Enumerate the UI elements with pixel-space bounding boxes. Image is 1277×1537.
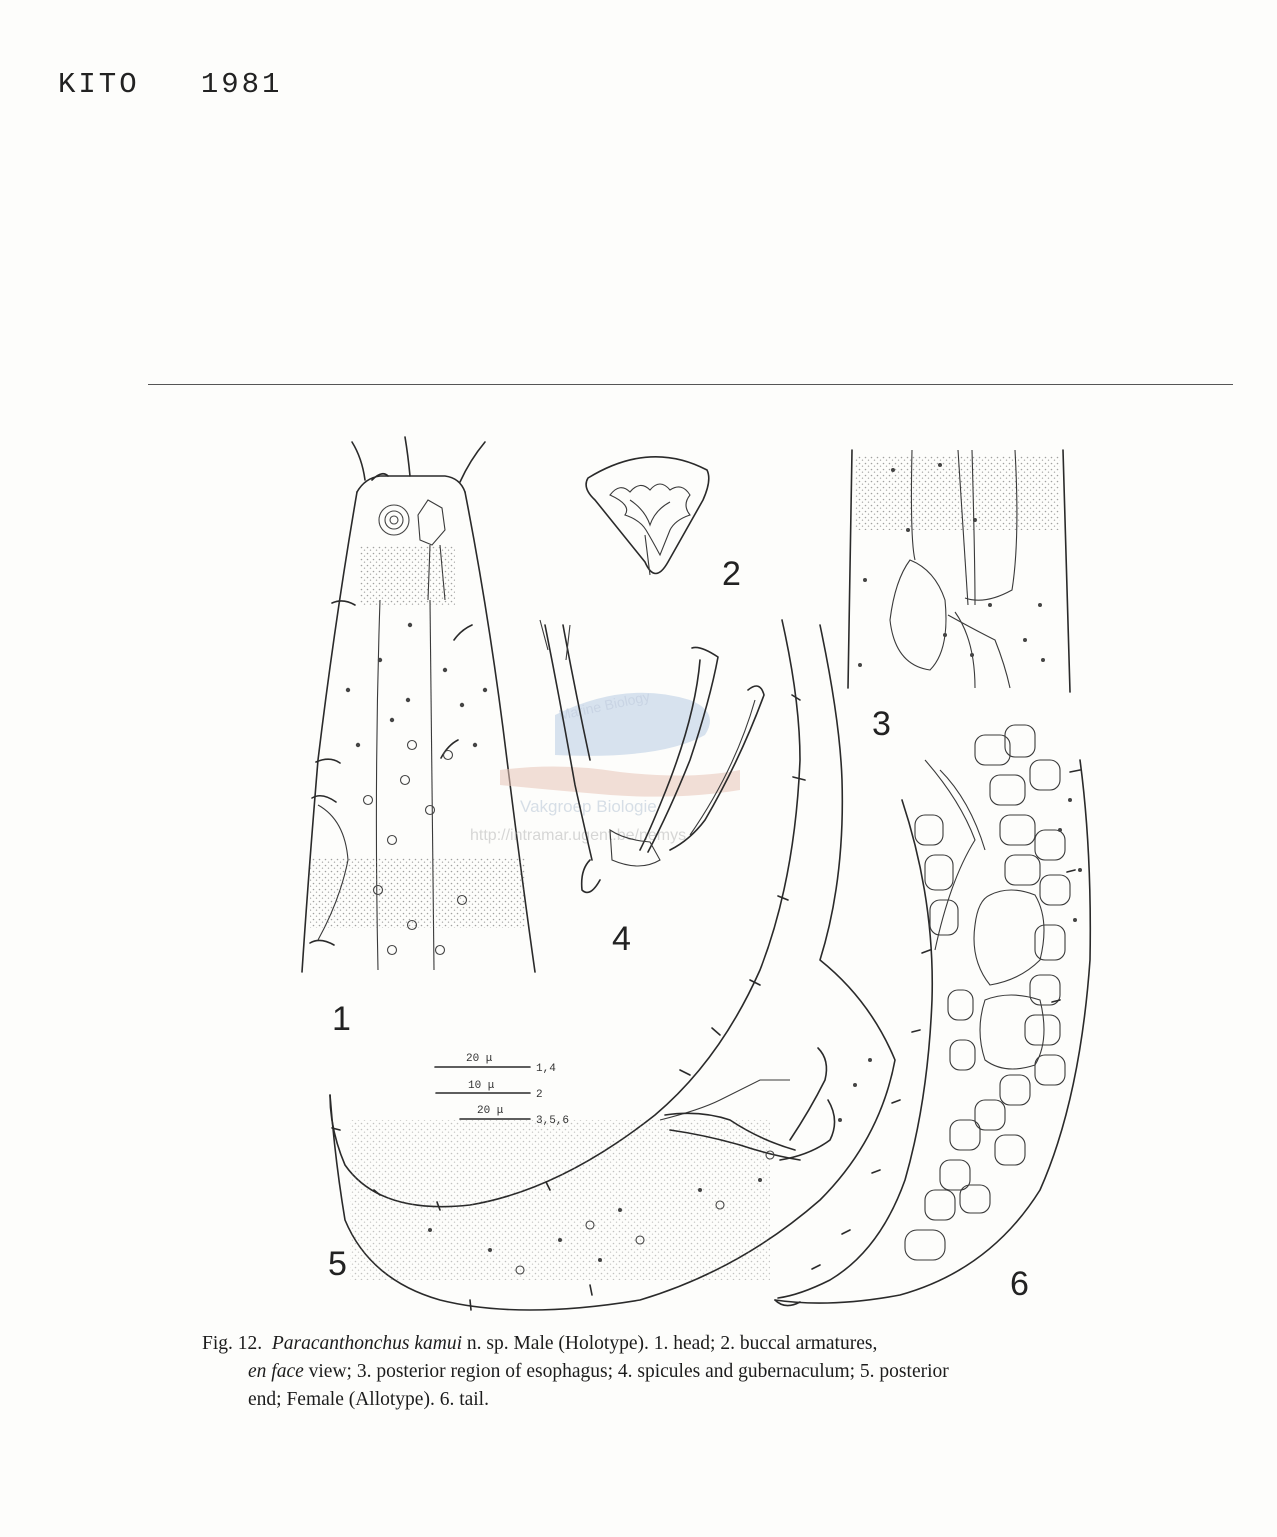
en-face-term: en face — [248, 1361, 304, 1382]
watermark-url: http://intramar.ugent.be/nemys — [470, 827, 687, 844]
scale-bar-2 — [436, 1080, 543, 1101]
caption-line-1-rest: n. sp. Male (Holotype). 1. head; 2. buccal armatures, — [466, 1333, 878, 1354]
panel-1-head-drawing — [302, 437, 535, 972]
caption-line-1 — [202, 1330, 1192, 1358]
panel-6-tail-drawing — [775, 725, 1090, 1306]
scale-bar-2-length: 10 μ — [468, 1080, 495, 1092]
caption-line-2-rest: view; 3. posterior region of esophagus; 4. spicules and gubernaculum; 5. posterior — [308, 1361, 949, 1382]
scale-bar-3-length: 20 μ — [477, 1105, 504, 1117]
caption-line-3: end; Female (Allotype). 6. tail. — [248, 1389, 489, 1410]
caption-line-2 — [202, 1358, 1192, 1386]
watermark-band-text: Vakgroep Biologie — [520, 797, 657, 816]
scale-bar-2-panels: 2 — [536, 1089, 543, 1101]
author-name: KITO — [58, 68, 140, 101]
figure-label: Fig. 12. — [202, 1333, 263, 1354]
panel-3-esophagus-drawing — [848, 450, 1070, 692]
panel-3-label: 3 — [872, 705, 891, 743]
scale-bar-legend — [435, 1053, 569, 1127]
panel-2-buccal-drawing — [586, 457, 709, 575]
panel-4-spicules-drawing — [540, 620, 764, 892]
scale-bar-1-length: 20 μ — [466, 1053, 493, 1065]
panel-5-label: 5 — [328, 1245, 347, 1283]
year: 1981 — [200, 68, 283, 101]
scale-bar-1-panels: 1,4 — [536, 1063, 556, 1075]
scale-bar-3-panels: 3,5,6 — [536, 1115, 570, 1127]
species-name: Paracanthonchus kamui — [271, 1333, 462, 1354]
panel-4-label: 4 — [612, 920, 631, 958]
panel-1-label: 1 — [332, 1000, 351, 1038]
watermark-arc-text: Marine Biology — [557, 688, 652, 723]
scale-bar-1 — [435, 1053, 556, 1075]
figure-caption — [202, 1330, 1192, 1414]
panel-6-label: 6 — [1010, 1265, 1029, 1303]
panel-2-label: 2 — [722, 555, 741, 593]
